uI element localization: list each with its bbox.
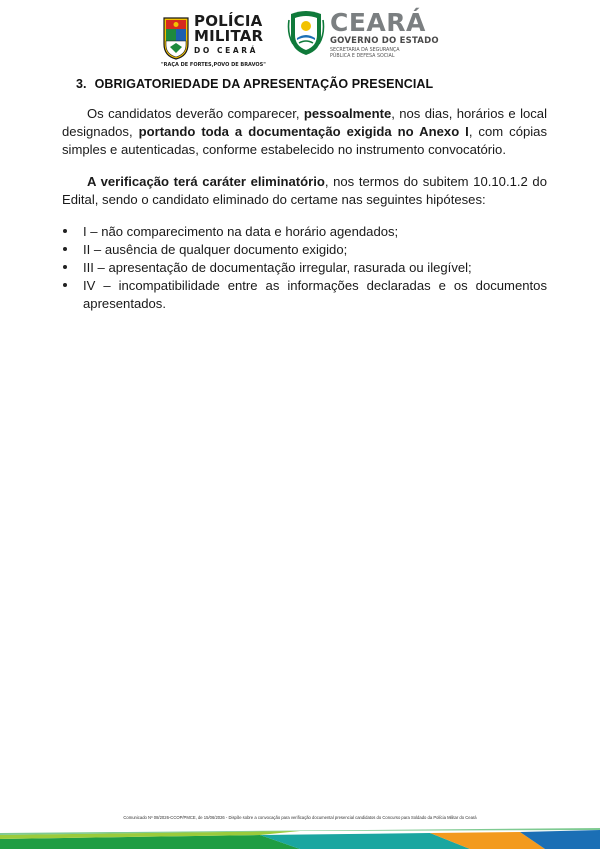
bullet-icon <box>63 265 67 269</box>
pm-logo-line3: DO CEARÁ <box>194 46 259 55</box>
p1-text-3: , com cópias simples e autenticadas, conforme estabelecido no instrumento convocatório. <box>62 124 547 157</box>
p1-bold-2: portando toda a documentação exigida no Anexo I <box>138 124 469 139</box>
section-number: 3. <box>76 77 87 91</box>
ceara-state-emblem-icon <box>287 10 325 56</box>
hypothesis-text: I – não comparecimento na data e horário agendados; <box>83 224 399 239</box>
ceara-logo-secretariat <box>330 48 425 60</box>
paragraph-attendance <box>62 105 547 159</box>
section-heading <box>62 77 547 91</box>
pm-logo-motto: "RAÇA DE FORTES,POVO DE BRAVOS" <box>161 62 266 68</box>
p2-bold-1: A verificação terá caráter eliminatório <box>87 174 325 189</box>
footer-decorative-bar <box>0 823 600 849</box>
document-body <box>62 77 547 313</box>
hypothesis-text: III – apresentação de documentação irregular, rasurada ou ilegível; <box>83 260 472 275</box>
section-title: OBRIGATORIEDADE DA APRESENTAÇÃO PRESENCIAL <box>94 77 434 91</box>
secretariat-line1: SECRETARIA DA SEGURANÇA <box>330 48 400 53</box>
bullet-icon <box>63 283 67 287</box>
pm-logo-line2: MILITAR <box>194 27 264 45</box>
footer-note: Comunicado Nº 08/2026-CCOP/PMCE, de 15/06/2026 - Dispõe sobre a convocação para verificação documental presencial candidatos do Concurso para Soldado da Polícia Militar do Ceará <box>123 815 477 820</box>
hypothesis-text: IV – incompatibilidade entre as informações declaradas e os documentos apresentados. <box>83 278 547 311</box>
list-item <box>62 277 547 313</box>
pm-logo-line1: POLÍCIA <box>194 12 263 30</box>
elimination-hypotheses-list <box>62 223 547 313</box>
paragraph-eliminatory <box>62 173 547 209</box>
p2-text-1: , nos termos do subitem 10.10.1.2 do Edital, sendo o candidato eliminado do certame nas seguintes hipóteses: <box>62 174 547 207</box>
hypothesis-text: II – ausência de qualquer documento exigido; <box>83 242 348 257</box>
p1-bold-1: pessoalmente <box>303 106 392 121</box>
pm-ceara-shield-icon <box>161 16 191 60</box>
list-item <box>62 223 547 241</box>
secretariat-line2: PÚBLICA E DEFESA SOCIAL <box>330 54 395 59</box>
list-item <box>62 241 547 259</box>
bullet-icon <box>63 229 67 233</box>
ceara-logo-subtitle: GOVERNO DO ESTADO <box>330 36 439 46</box>
p1-text-1: Os candidatos deverão comparecer, <box>87 106 304 121</box>
ceara-logo-title: CEARÁ <box>330 8 426 37</box>
p1-text-2: , nos dias, horários e local designados, <box>62 106 547 139</box>
ceara-government-logo <box>287 10 447 76</box>
pmce-logo <box>161 12 271 78</box>
list-item <box>62 259 547 277</box>
bullet-icon <box>63 247 67 251</box>
page-header <box>0 6 600 76</box>
